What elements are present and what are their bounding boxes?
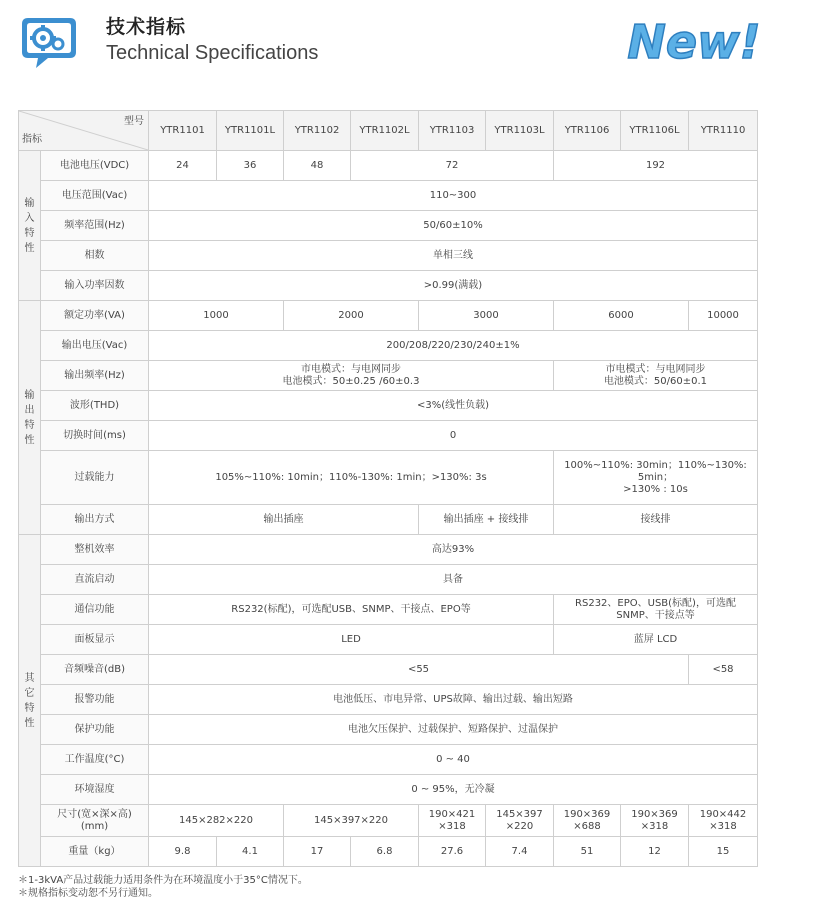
table-row [19, 655, 758, 685]
cell: 输出插座 + 接线排 [419, 505, 554, 535]
cell: 192 [554, 151, 758, 181]
table-row [19, 775, 758, 805]
model-header: YTR1102L [351, 111, 419, 151]
model-header: YTR1103L [486, 111, 554, 151]
table-row [19, 151, 758, 181]
cell: 145×397×220 [284, 805, 419, 837]
spec-table [18, 110, 758, 867]
model-header: YTR1101L [217, 111, 284, 151]
model-header: YTR1110 [689, 111, 758, 151]
table-row [19, 451, 758, 505]
row-label: 保护功能 [41, 715, 149, 745]
cell: 4.1 [217, 837, 284, 867]
model-header: YTR1101 [149, 111, 217, 151]
cell: 3000 [419, 301, 554, 331]
cell: 市电模式：与电网同步 电池模式：50/60±0.1 [554, 361, 758, 391]
cell: 50/60±10% [149, 211, 758, 241]
cell: 100%~110%: 30min；110%~130%: 5min； >130% : 10s [554, 451, 758, 505]
cell: 0 ~ 40 [149, 745, 758, 775]
cell: 15 [689, 837, 758, 867]
cell: 电池欠压保护、过载保护、短路保护、过温保护 [149, 715, 758, 745]
cell: 190×369 ×688 [554, 805, 621, 837]
cell: 48 [284, 151, 351, 181]
row-label: 音频噪音(dB) [41, 655, 149, 685]
cell: <55 [149, 655, 689, 685]
cell: 105%~110%: 10min；110%-130%: 1min；>130%: 3s [149, 451, 554, 505]
cell: 接线排 [554, 505, 758, 535]
cell: 200/208/220/230/240±1% [149, 331, 758, 361]
row-label: 波形(THD) [41, 391, 149, 421]
cell: 市电模式：与电网同步 电池模式：50±0.25 /60±0.3 [149, 361, 554, 391]
table-row [19, 421, 758, 451]
footnotes [18, 874, 308, 900]
cell: 7.4 [486, 837, 554, 867]
table-row [19, 745, 758, 775]
row-label: 切换时间(ms) [41, 421, 149, 451]
table-row [19, 361, 758, 391]
corner-cell [19, 111, 149, 151]
cell: 12 [621, 837, 689, 867]
footnote-line: ＊规格指标变动恕不另行通知。 [18, 888, 158, 899]
cell: >0.99(满载) [149, 271, 758, 301]
table-row [19, 181, 758, 211]
model-header: YTR1106L [621, 111, 689, 151]
table-row [19, 271, 758, 301]
cell: 36 [217, 151, 284, 181]
table-row [19, 595, 758, 625]
model-header: YTR1103 [419, 111, 486, 151]
table-row [19, 535, 758, 565]
row-label: 环境湿度 [41, 775, 149, 805]
footnote-line: ＊1-3kVA产品过载能力适用条件为在环境温度小于35°C情况下。 [18, 875, 308, 886]
row-label: 相数 [41, 241, 149, 271]
cell: <3%(线性负载) [149, 391, 758, 421]
row-label: 通信功能 [41, 595, 149, 625]
table-row [19, 241, 758, 271]
cell: RS232、EPO、USB(标配)，可选配 SNMP、干接点等 [554, 595, 758, 625]
cell: 145×282×220 [149, 805, 284, 837]
cell: 蓝屏 LCD [554, 625, 758, 655]
settings-chat-logo-icon [18, 14, 80, 70]
category-input: 输入特性 [19, 151, 41, 301]
cell: 27.6 [419, 837, 486, 867]
category-output: 输出特性 [19, 301, 41, 535]
row-label: 输出电压(Vac) [41, 331, 149, 361]
cell: 0 ~ 95%，无冷凝 [149, 775, 758, 805]
page-title-cn: 技术指标 [106, 16, 187, 38]
category-other: 其它特性 [19, 535, 41, 867]
cell: 高达93% [149, 535, 758, 565]
model-header: YTR1102 [284, 111, 351, 151]
cell: 9.8 [149, 837, 217, 867]
table-row [19, 565, 758, 595]
cell: 2000 [284, 301, 419, 331]
row-label: 输出频率(Hz) [41, 361, 149, 391]
cell: 1000 [149, 301, 284, 331]
cell: 单相三线 [149, 241, 758, 271]
table-row [19, 331, 758, 361]
cell: 电池低压、市电异常、UPS故障、输出过载、输出短路 [149, 685, 758, 715]
row-label: 整机效率 [41, 535, 149, 565]
model-header: YTR1106 [554, 111, 621, 151]
new-badge [624, 8, 764, 74]
row-label: 重量（kg） [41, 837, 149, 867]
cell: 10000 [689, 301, 758, 331]
cell: 190×421 ×318 [419, 805, 486, 837]
corner-metric-label: 指标 [22, 134, 42, 145]
table-row [19, 211, 758, 241]
cell: 190×369 ×318 [621, 805, 689, 837]
cell: 6000 [554, 301, 689, 331]
table-row [19, 505, 758, 535]
page-title-en: Technical Specifications [106, 42, 319, 64]
cell: LED [149, 625, 554, 655]
row-label: 报警功能 [41, 685, 149, 715]
row-label: 电池电压(VDC) [41, 151, 149, 181]
cell: 24 [149, 151, 217, 181]
row-label: 工作温度(°C) [41, 745, 149, 775]
corner-model-label: 型号 [124, 116, 144, 127]
row-label: 电压范围(Vac) [41, 181, 149, 211]
row-label: 面板显示 [41, 625, 149, 655]
table-row [19, 391, 758, 421]
row-label: 过载能力 [41, 451, 149, 505]
cell: RS232(标配)，可选配USB、SNMP、干接点、EPO等 [149, 595, 554, 625]
cell: 190×442 ×318 [689, 805, 758, 837]
new-badge-text: New! [627, 15, 761, 69]
table-row [19, 805, 758, 837]
cell: 72 [351, 151, 554, 181]
cell: 0 [149, 421, 758, 451]
row-label: 输出方式 [41, 505, 149, 535]
cell: 17 [284, 837, 351, 867]
table-row [19, 301, 758, 331]
cell: <58 [689, 655, 758, 685]
cell: 6.8 [351, 837, 419, 867]
table-row [19, 715, 758, 745]
row-label: 直流启动 [41, 565, 149, 595]
cell: 输出插座 [149, 505, 419, 535]
header-row [19, 111, 758, 151]
cell: 110~300 [149, 181, 758, 211]
cell: 具备 [149, 565, 758, 595]
row-label: 尺寸(宽×深×高) (mm) [41, 805, 149, 837]
row-label: 额定功率(VA) [41, 301, 149, 331]
cell: 145×397 ×220 [486, 805, 554, 837]
table-row [19, 837, 758, 867]
row-label: 输入功率因数 [41, 271, 149, 301]
table-row [19, 625, 758, 655]
cell: 51 [554, 837, 621, 867]
table-row [19, 685, 758, 715]
row-label: 频率范围(Hz) [41, 211, 149, 241]
